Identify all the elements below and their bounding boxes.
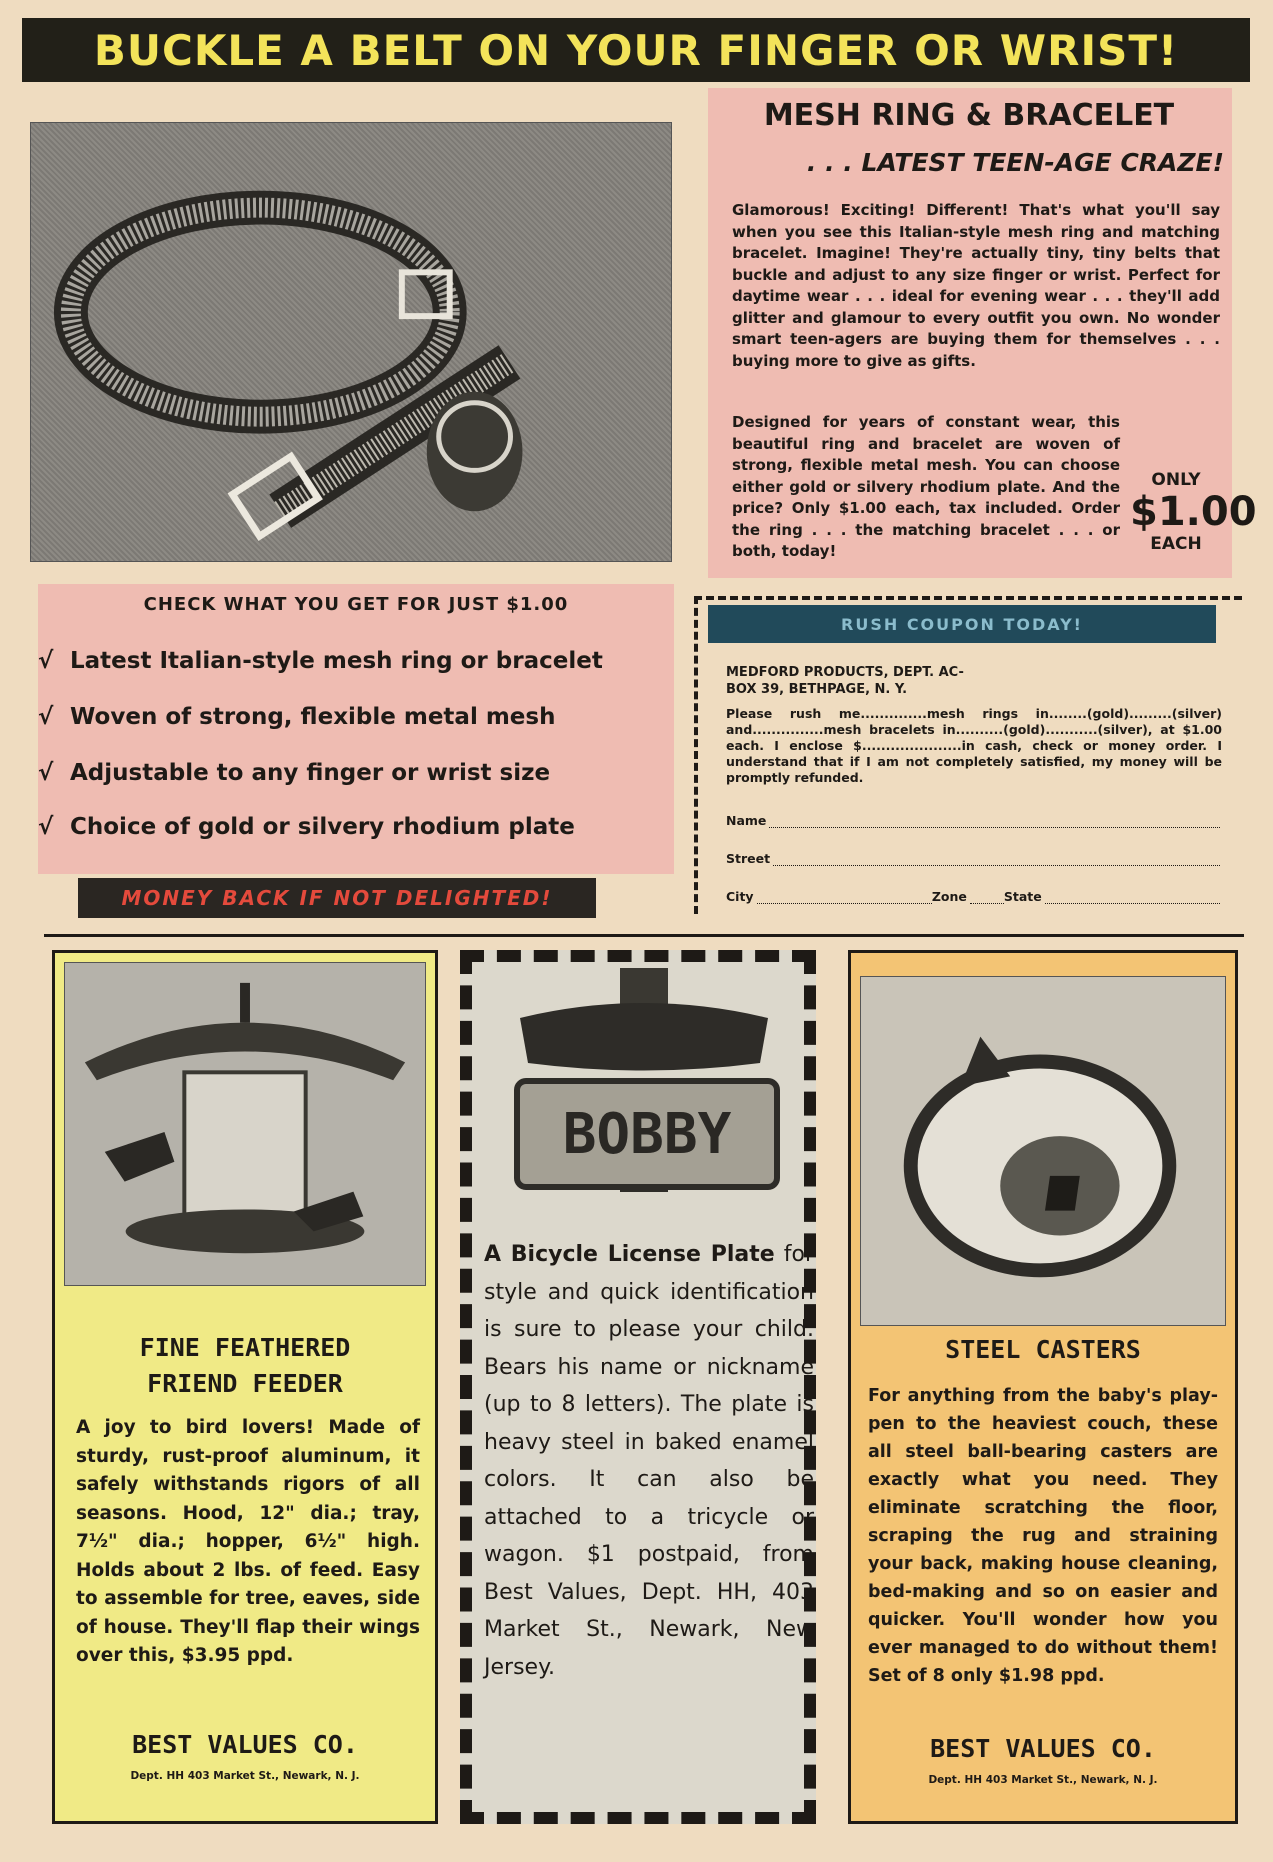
bicycle-lead: A Bicycle License Plate — [484, 1242, 775, 1267]
coupon-address — [726, 664, 1176, 704]
state-label: State — [1003, 889, 1042, 904]
feeder-description: A joy to bird lovers! Made of sturdy, rust-proof aluminum, it safely withstands rigors of all seasons. Hood, 12" dia.; tray, 7½" dia.; hopper, 6½" high. Holds about 2 lbs. of feed. Easy to assemble for tree, eaves, side of house. They'll flap their wings over this, $3.95 ppd. — [76, 1417, 420, 1666]
coupon-order-text: Please rush me..............mesh rings in........(gold).........(silver) and...............mesh bracelets in..........(gold)...........(silver), at $1.00 each. I enclose $.....................in cash, check or money order. I understand that if I am not completely satisfied, my money will be promptly refunded. — [726, 706, 1222, 785]
checklist-item — [38, 814, 678, 848]
checklist-item-label: Woven of strong, flexible metal mesh — [70, 704, 556, 730]
name-label: Name — [726, 813, 767, 828]
mesh-ad-paragraph-1: Glamorous! Exciting! Different! That's what you'll say when you see this Italian-style mesh ring and matching bracelet. Imagine! They're actually tiny, tiny belts that buckle and adjust to any size finger or wrist. Perfect for daytime wear . . . ideal for evening wear . . . they'll add glitter and glamour to every outfit you own. No wonder smart teen-agers are buying them for themselves . . . buying more to give as gifts. — [732, 201, 1220, 370]
street-label: Street — [726, 851, 771, 866]
coupon-city-field[interactable] — [726, 882, 1220, 904]
mesh-ad-paragraph-2: Designed for years of constant wear, this beautiful ring and bracelet are woven of strong, flexible metal mesh. You can choose either gold or silvery rhodium plate. And the price? Only $1.00 each, tax included. Order the ring . . . the matching bracelet . . . or both, today! — [732, 413, 1120, 560]
money-back-badge: MONEY BACK IF NOT DELIGHTED! — [78, 878, 596, 918]
check-mark-icon: √ — [38, 814, 54, 840]
check-mark-icon: √ — [38, 648, 54, 674]
casters-company: BEST VALUES CO. — [930, 1734, 1156, 1763]
feeder-title-line-2: FRIEND FEEDER — [147, 1369, 343, 1398]
checklist-item — [38, 760, 678, 794]
checklist-item — [38, 704, 678, 738]
check-mark-icon: √ — [38, 760, 54, 786]
zone-label: Zone — [931, 889, 967, 904]
coupon-header: RUSH COUPON TODAY! — [708, 605, 1216, 643]
bicycle-body: for style and quick identification is sure to please your child. Bears his name or nickname (up to 8 letters). The plate is heavy steel in baked enamel colors. It can also be attached to a tricycle or wagon. $1 postpaid, from Best Values, Dept. HH, 403 Market St., Newark, New Jersey. — [484, 1242, 814, 1680]
checklist-item — [38, 648, 678, 682]
mesh-ring-bracelet-photo — [30, 122, 672, 562]
license-plate-name: BOBBY — [562, 1101, 732, 1167]
mesh-price-block — [1130, 470, 1257, 570]
price-each-label: EACH — [1150, 534, 1202, 554]
feeder-title-line-1: FINE FEATHERED — [139, 1333, 351, 1362]
coupon-street-field[interactable] — [726, 844, 1220, 866]
steel-caster-photo — [860, 976, 1226, 1326]
coupon-name-field[interactable] — [726, 806, 1220, 828]
price-amount: $1.00 — [1130, 489, 1257, 535]
page-banner: BUCKLE A BELT ON YOUR FINGER OR WRIST! — [22, 18, 1250, 82]
feeder-title — [64, 1330, 426, 1402]
feeder-company: BEST VALUES CO. — [132, 1730, 358, 1759]
feeder-address: Dept. HH 403 Market St., Newark, N. J. — [130, 1770, 360, 1782]
city-label: City — [726, 889, 754, 904]
mesh-ad-title: MESH RING & BRACELET — [763, 98, 1175, 133]
section-divider — [44, 934, 1244, 937]
coupon-address-line-2: BOX 39, BETHPAGE, N. Y. — [726, 682, 908, 697]
license-plate — [514, 1078, 780, 1190]
bicycle-description — [484, 1236, 814, 1816]
casters-address: Dept. HH 403 Market St., Newark, N. J. — [928, 1774, 1158, 1786]
price-only-label: ONLY — [1151, 470, 1201, 490]
checklist-title: CHECK WHAT YOU GET FOR JUST $1.00 — [143, 594, 569, 615]
check-mark-icon: √ — [38, 704, 54, 730]
checklist-item-label: Adjustable to any finger or wrist size — [70, 760, 551, 786]
bird-feeder-photo — [64, 962, 426, 1286]
casters-title: STEEL CASTERS — [945, 1335, 1141, 1364]
checklist-item-label: Latest Italian-style mesh ring or bracelet — [70, 648, 603, 674]
coupon-address-line-1: MEDFORD PRODUCTS, DEPT. AC- — [726, 665, 964, 680]
casters-description: For anything from the baby's play-pen to the heaviest couch, these all steel ball-bearing casters are exactly what you need. They eliminate scratching the floor, scraping the rug and straining your back, making house cleaning, bed-making and so on easier and quicker. You'll wonder how you ever managed to do without them! Set of 8 only $1.98 ppd. — [868, 1386, 1218, 1686]
checklist-item-label: Choice of gold or silvery rhodium plate — [70, 814, 575, 840]
mesh-ad-subtitle: . . . LATEST TEEN-AGE CRAZE! — [806, 148, 1224, 177]
